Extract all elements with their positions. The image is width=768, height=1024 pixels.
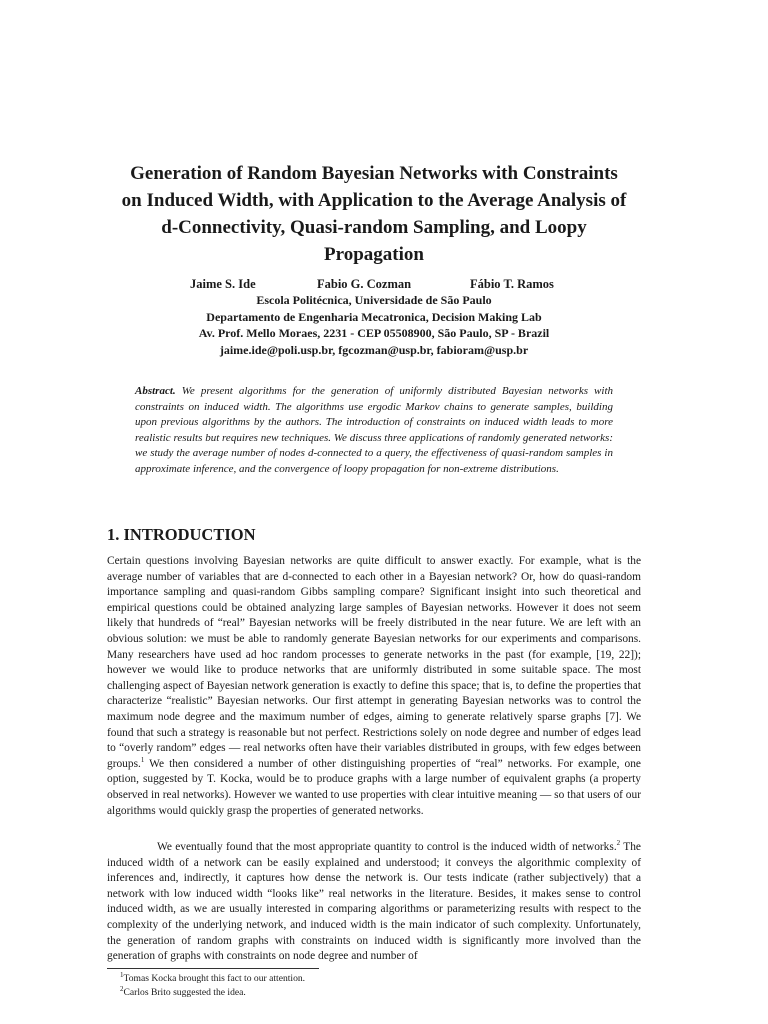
affiliation-block xyxy=(110,292,638,358)
author-name: Fabio G. Cozman xyxy=(317,277,412,291)
footnote-mark: 2 xyxy=(120,984,124,993)
author-name: Jaime S. Ide xyxy=(190,277,256,291)
footnote-mark: 2 xyxy=(616,839,621,848)
section-heading: 1. INTRODUCTION xyxy=(107,525,256,544)
affiliation-department: Departamento de Engenharia Mecatronica, Decision Making Lab xyxy=(206,309,542,324)
paragraph-text: The induced width of a network can be easily explained and understood; it conveys the algorithmic complexity of inferences and, indirectly, it captures how dense the network is. Our tests indicate (rather subjectively) that a network with low induced width “looks like” real networks in the literature. Besides, it makes sense to control induced width, as we are usually interested in comparing algorithms or parameterizing results with respect to the complexity of the underlying network, and induced width is the main indicator of such complexity. Unfortunately, the generation of random graphs with constraints on induced width is significantly more involved than the generation of graphs with constraints on node degree and number of xyxy=(107,841,641,963)
footnotes xyxy=(120,972,305,1000)
title-line: Propagation xyxy=(324,244,424,265)
title-line: on Induced Width, with Application to the Average Analysis of xyxy=(121,190,627,211)
footnote-text: Tomas Kocka brought this fact to our attention. xyxy=(123,973,306,984)
paragraph-text: We then considered a number of other distinguishing properties of “real” networks. For example, one option, suggested by T. Kocka, would be to produce graphs with a large number of equivalent graphs (a property observed in real networks). However we wanted to use properties with clear intuitive meaning — so that users of our algorithms would quickly grasp the properties of generated networks. xyxy=(107,757,641,817)
footnote xyxy=(120,972,305,986)
paper-title xyxy=(90,160,658,268)
abstract xyxy=(135,384,613,478)
author-list xyxy=(190,277,558,293)
paragraph-text: We eventually found that the most appropriate quantity to control is the induced width of networks. xyxy=(157,841,617,853)
footnote-mark: 1 xyxy=(140,755,145,764)
intro-paragraph-2 xyxy=(107,840,641,965)
affiliation-emails: jaime.ide@poli.usp.br, fgcozman@usp.br, fabioram@usp.br xyxy=(219,342,529,357)
affiliation-address: Av. Prof. Mello Moraes, 2231 - CEP 05508900, São Paulo, SP - Brazil xyxy=(198,326,550,340)
abstract-text: We present algorithms for the generation of uniformly distributed Bayesian networks with constraints on induced width. The algorithms use ergodic Markov chains to generate samples, building upon previous algorithms by the authors. The introduction of constraints on induced width leads to more realistic results but requires new techniques. We discuss three applications of randomly generated networks: we study the average number of nodes d-connected to a query, the effectiveness of quasi-random samples in approximate inference, and the convergence of loopy propagation for non-extreme distributions. xyxy=(135,385,613,475)
paragraph-text: Certain questions involving Bayesian networks are quite difficult to answer exactly. For example, what is the average number of variables that are d-connected to each other in a Bayesian network? Or, how do quasi-random importance sampling and quasi-random Gibbs sampling compare? Significant insight into such theoretical and empirical questions could be obtained analyzing large samples of Bayesian networks. However it does not seem likely that hundreds of “real” Bayesian networks will be freely distributed in the near future. We are left with an obvious solution: we must be able to randomly generate Bayesian networks for our experiments and comparisons. Many researchers have used ad hoc random processes to generate networks in the past (for example, [19, 22]); however we would like to produce networks that are uniformly distributed in some suitable space. The most challenging aspect of Bayesian network generation is exactly to define this space; that is, to define the properties that characterize “realistic” Bayesian networks. Our first attempt in generating Bayesian networks was to control the maximum node degree and the maximum number of edges, aiming to generate relatively sparse graphs [7]. We found that such a strategy is reasonable but not perfect. Restrictions solely on node degree and number of edges lead to “overly random” edges — real networks often have their variables distributed in groups, with few edges between groups. xyxy=(107,555,641,770)
footnote-mark: 1 xyxy=(120,970,124,979)
footnote-text: Carlos Brito suggested the idea. xyxy=(123,987,246,998)
title-line: d-Connectivity, Quasi-random Sampling, and Loopy xyxy=(161,217,587,238)
footnote xyxy=(120,986,305,1000)
affiliation-school: Escola Politécnica, Universidade de São Paulo xyxy=(256,293,492,307)
intro-paragraph-1 xyxy=(107,554,641,819)
footnote-rule xyxy=(107,968,319,969)
abstract-label: Abstract. xyxy=(135,385,176,397)
author-name: Fábio T. Ramos xyxy=(470,277,554,291)
title-line: Generation of Random Bayesian Networks with Constraints xyxy=(130,163,618,184)
